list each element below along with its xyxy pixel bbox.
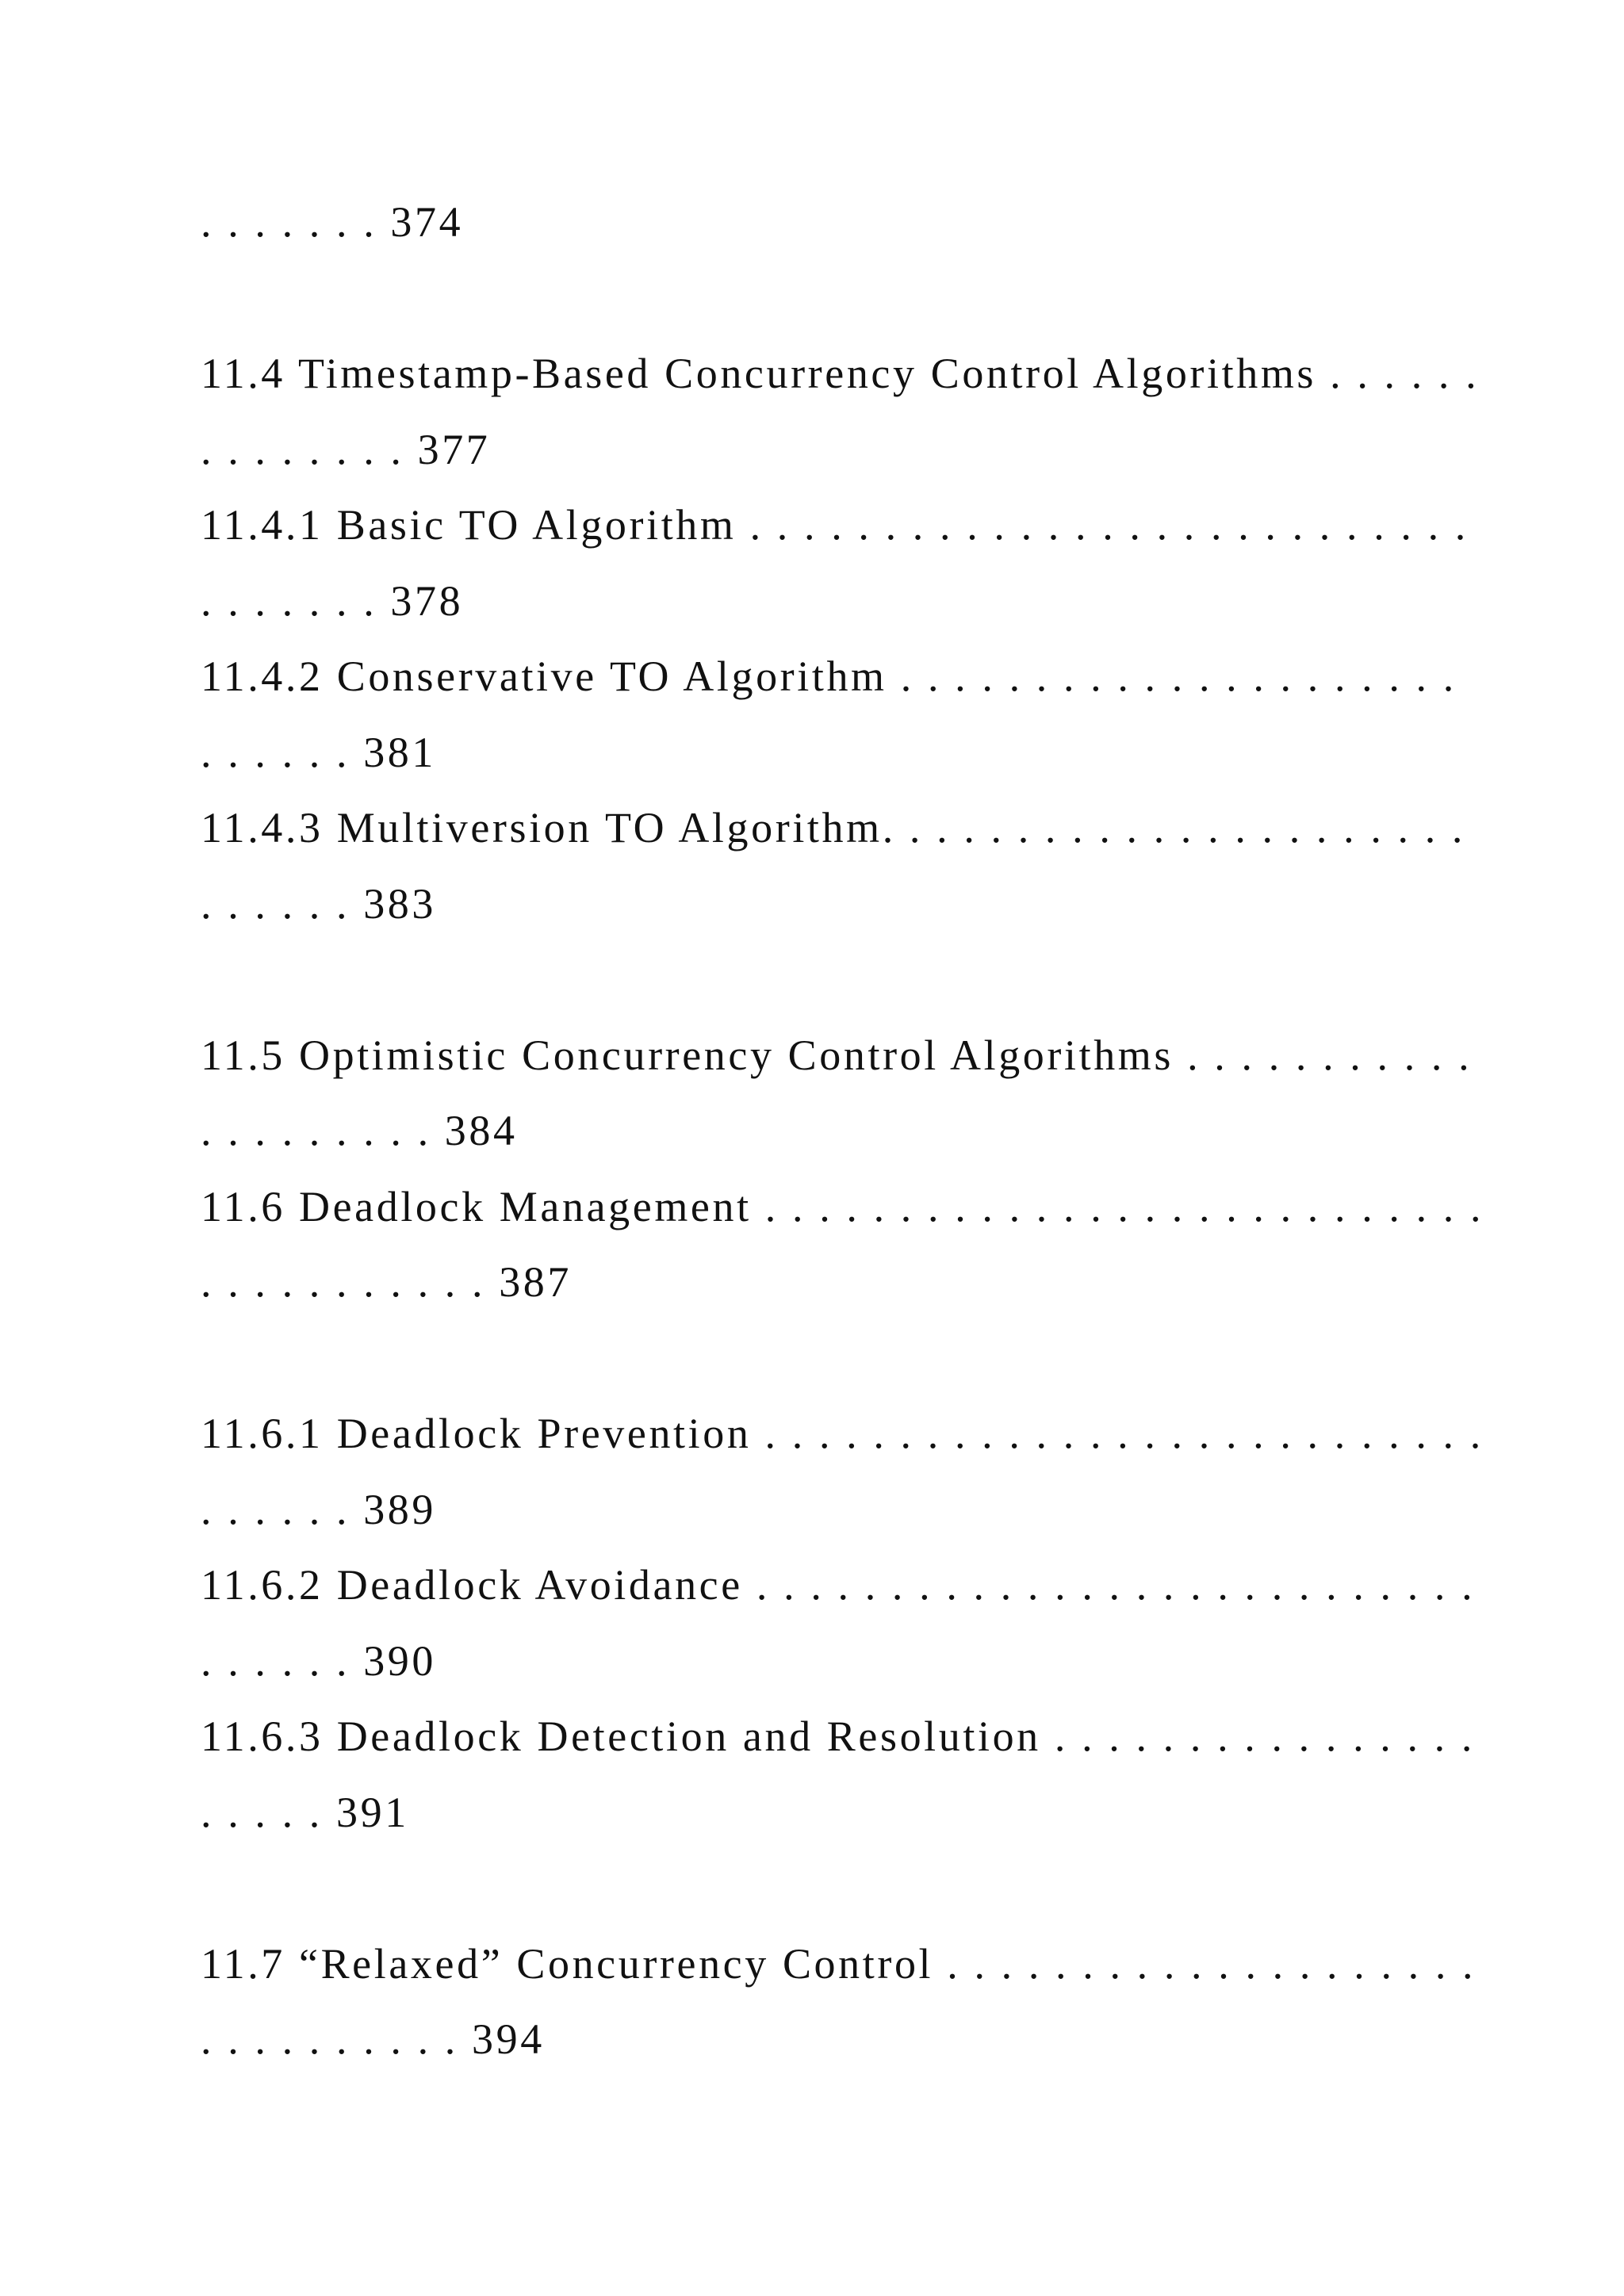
toc-page-number-line: . . . . . . 389 [201,1486,436,1533]
toc-page-number-line: . . . . . . . 374 [201,198,464,246]
toc-page-number-line: . . . . . . . . . . . 387 [201,1258,572,1306]
toc-page-number-line: . . . . . . 383 [201,880,436,928]
toc-entry-11-6-3[interactable]: 11.6.3 Deadlock Detection and Resolution . . . . . . . . . . . . . . . . [201,1712,1475,1760]
toc-page-number-line: . . . . . . . . . 384 [201,1107,518,1154]
toc-entry-11-6-2[interactable]: 11.6.2 Deadlock Avoidance . . . . . . . . . . . . . . . . . . . . . . . . . . . [201,1561,1476,1609]
toc-page-number-line: . . . . . . . 378 [201,577,464,625]
toc-page-number-line: . . . . . . . . . . 394 [201,2015,545,2063]
toc-entry-11-4-3[interactable]: 11.4.3 Multiversion TO Algorithm. . . . . . . . . . . . . . . . . . . . . . [201,804,1466,851]
toc-entry-11-6[interactable]: 11.6 Deadlock Management . . . . . . . . . . . . . . . . . . . . . . . . . . . [201,1183,1484,1230]
toc-entry-11-5[interactable]: 11.5 Optimistic Concurrency Control Algorithms . . . . . . . . . . . [201,1031,1473,1079]
toc-entry-11-4-2[interactable]: 11.4.2 Conservative TO Algorithm . . . . . . . . . . . . . . . . . . . . . [201,652,1457,700]
toc-entry-11-7[interactable]: 11.7 “Relaxed” Concurrency Control . . . . . . . . . . . . . . . . . . . . [201,1940,1477,1988]
toc-entry-11-4-1[interactable]: 11.4.1 Basic TO Algorithm . . . . . . . . . . . . . . . . . . . . . . . . . . . [201,501,1469,549]
toc-entry-11-6-1[interactable]: 11.6.1 Deadlock Prevention . . . . . . . . . . . . . . . . . . . . . . . . . . . [201,1410,1484,1457]
toc-page-number-line: . . . . . . . . 377 [201,426,491,473]
toc-entry-11-4[interactable]: 11.4 Timestamp-Based Concurrency Control Algorithms . . . . . . [201,350,1480,397]
toc-page-number-line: . . . . . 391 [201,1789,409,1836]
toc-page-number-line: . . . . . . 381 [201,729,436,776]
toc-page-number-line: . . . . . . 390 [201,1637,436,1685]
